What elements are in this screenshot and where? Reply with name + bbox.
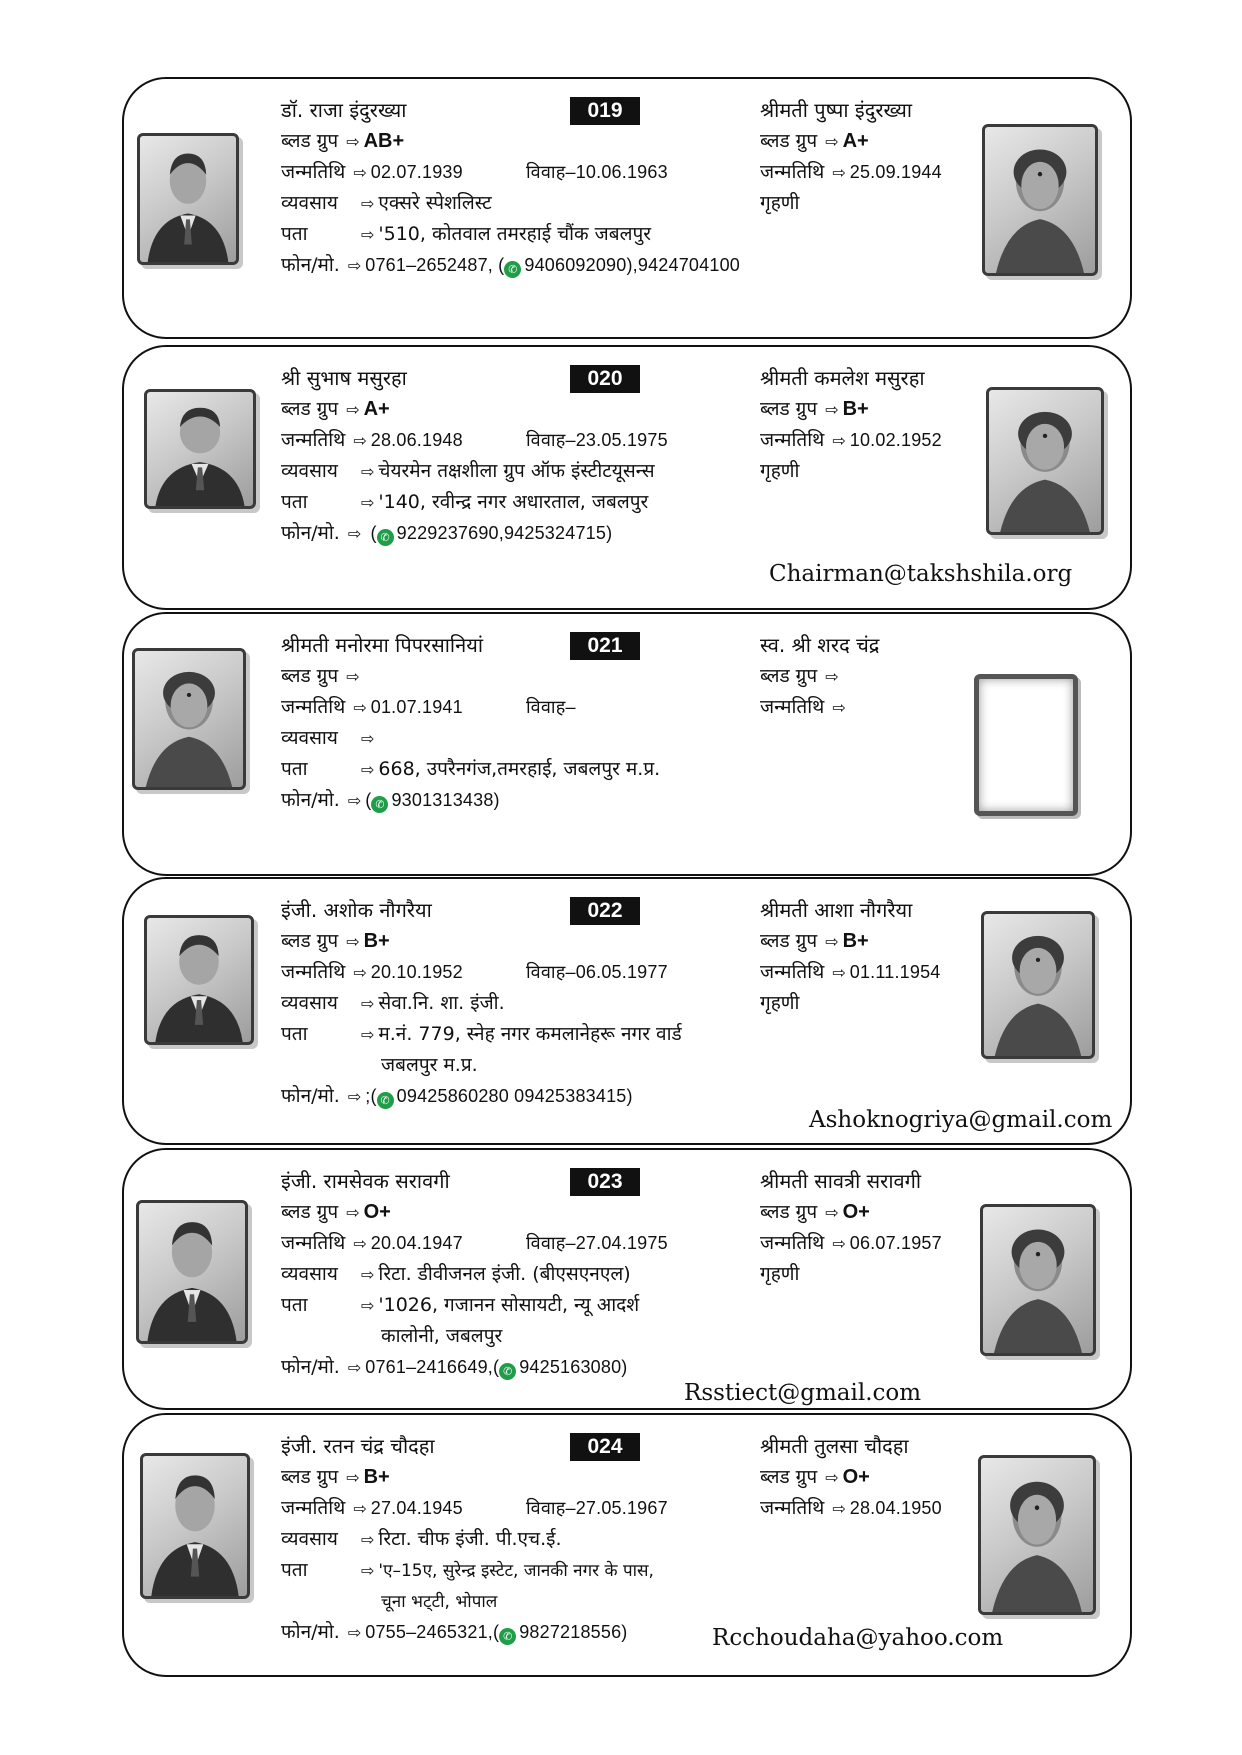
arrow-icon: ⇨	[361, 1530, 375, 1549]
arrow-icon: ⇨	[346, 1468, 360, 1487]
arrow-icon: ⇨	[361, 994, 375, 1013]
occupation-label: व्यवसाय	[281, 992, 338, 1014]
blood-label: ब्लड ग्रुप	[281, 398, 339, 420]
occupation-row	[281, 1524, 751, 1555]
phone-row	[281, 1081, 751, 1112]
whatsapp-icon: ✆	[371, 796, 388, 813]
spouse-dob-row	[760, 157, 960, 188]
member-number-badge: 019	[570, 97, 640, 125]
arrow-icon: ⇨	[347, 524, 362, 543]
arrow-icon: ⇨	[361, 194, 375, 213]
dob-row	[281, 425, 751, 456]
member-name: श्री सुभाष मसुरहा	[281, 366, 407, 390]
spouse-dob-value: 25.09.1944	[849, 162, 942, 182]
spouse-photo	[978, 1455, 1096, 1615]
phone-row	[281, 1617, 751, 1648]
arrow-icon: ⇨	[353, 1499, 367, 1518]
member-card	[122, 1148, 1132, 1410]
arrow-icon: ⇨	[347, 791, 362, 810]
blood-row	[281, 394, 751, 425]
spouse-name-row	[760, 895, 960, 926]
spouse-name: श्रीमती पुष्पा इंदुरख्या	[760, 98, 913, 122]
whatsapp-icon: ✆	[499, 1628, 516, 1645]
arrow-icon: ⇨	[832, 1499, 846, 1518]
address-line-1: '1026, गजानन सोसायटी, न्यू आदर्श	[378, 1294, 640, 1316]
whatsapp-icon: ✆	[504, 261, 521, 278]
arrow-icon: ⇨	[832, 963, 846, 982]
occupation-row	[281, 723, 751, 754]
member-number-badge: 021	[570, 632, 640, 660]
phone-label: फोन/मो.	[281, 1621, 340, 1643]
arrow-icon: ⇨	[361, 729, 375, 748]
member-name-row	[281, 895, 751, 926]
dob-value: 27.04.1945	[370, 1498, 463, 1518]
arrow-icon: ⇨	[832, 431, 846, 450]
arrow-icon: ⇨	[361, 462, 375, 481]
spouse-occupation: गृहणी	[760, 192, 800, 214]
member-info	[281, 363, 751, 549]
dob-value: 01.07.1941	[370, 697, 463, 717]
marriage-date: विवाह–10.06.1963	[526, 162, 668, 182]
arrow-icon: ⇨	[361, 1265, 375, 1284]
member-name-row	[281, 363, 751, 394]
spouse-name: श्रीमती कमलेश मसुरहा	[760, 366, 925, 390]
spouse-occupation-row	[760, 1259, 960, 1290]
address-row	[281, 1019, 751, 1050]
occupation-label: व्यवसाय	[281, 727, 338, 749]
occupation-row	[281, 1259, 751, 1290]
blood-label: ब्लड ग्रुप	[760, 665, 818, 687]
blood-value: B+	[363, 1466, 390, 1488]
dob-label: जन्मतिथि	[281, 161, 346, 183]
occupation-label: व्यवसाय	[281, 1528, 338, 1550]
spouse-blood-value: B+	[842, 398, 869, 420]
spouse-occupation: गृहणी	[760, 460, 800, 482]
spouse-name-row	[760, 1166, 960, 1197]
address-line-1: 668, उपरैनगंज,तमरहाई, जबलपुर म.प्र.	[378, 758, 661, 780]
arrow-icon: ⇨	[346, 667, 360, 686]
occupation-value: एक्सरे स्पेशलिस्ट	[378, 192, 492, 214]
dob-label: जन्मतिथि	[281, 1497, 346, 1519]
member-name: श्रीमती मनोरमा पिपरसानियां	[281, 633, 483, 657]
address-row	[281, 1555, 751, 1586]
address-row	[281, 219, 751, 250]
member-name: इंजी. अशोक नौगरैया	[281, 898, 432, 922]
dob-row	[281, 1493, 751, 1524]
address-row-2	[281, 1321, 751, 1352]
spouse-photo	[981, 911, 1095, 1059]
spouse-blood-value: A+	[842, 130, 869, 152]
spouse-dob-value: 10.02.1952	[849, 430, 942, 450]
dob-label: जन्मतिथि	[760, 429, 825, 451]
address-label: पता	[281, 223, 308, 245]
empty-photo-frame	[974, 674, 1078, 816]
blood-label: ब्लड ग्रुप	[281, 1201, 339, 1223]
phone-prefix: 0761–2416649,(	[365, 1357, 500, 1377]
member-name-row	[281, 1431, 751, 1462]
blood-label: ब्लड ग्रुप	[760, 1466, 818, 1488]
spouse-dob-row	[760, 692, 960, 723]
member-info	[281, 895, 751, 1112]
spouse-dob-value: 06.07.1957	[849, 1233, 942, 1253]
occupation-label: व्यवसाय	[281, 460, 338, 482]
arrow-icon: ⇨	[361, 1296, 375, 1315]
member-number-badge: 024	[570, 1433, 640, 1461]
member-card	[122, 345, 1132, 610]
spouse-occupation: गृहणी	[760, 1263, 800, 1285]
member-name: डॉ. राजा इंदुरख्या	[281, 98, 407, 122]
blood-label: ब्लड ग्रुप	[281, 930, 339, 952]
arrow-icon: ⇨	[361, 225, 375, 244]
address-row	[281, 754, 751, 785]
dob-label: जन्मतिथि	[760, 161, 825, 183]
address-label: पता	[281, 758, 308, 780]
spouse-photo	[980, 1204, 1096, 1356]
member-info	[281, 1166, 751, 1383]
marriage-date: विवाह–	[526, 697, 576, 717]
blood-label: ब्लड ग्रुप	[281, 1466, 339, 1488]
arrow-icon: ⇨	[347, 1623, 362, 1642]
dob-label: जन्मतिथि	[281, 429, 346, 451]
arrow-icon: ⇨	[361, 1561, 375, 1580]
address-row-2	[281, 1050, 751, 1081]
member-card	[122, 77, 1132, 339]
arrow-icon: ⇨	[832, 1234, 846, 1253]
spouse-dob-row	[760, 1228, 960, 1259]
member-photo	[132, 648, 246, 790]
phone-row	[281, 1352, 751, 1383]
spouse-name-row	[760, 630, 960, 661]
spouse-blood-value: O+	[842, 1466, 870, 1488]
arrow-icon: ⇨	[347, 1358, 362, 1377]
member-name-row	[281, 630, 751, 661]
member-card	[122, 612, 1132, 876]
spouse-occupation-row	[760, 988, 960, 1019]
arrow-icon: ⇨	[825, 932, 839, 951]
blood-row	[281, 1462, 751, 1493]
arrow-icon: ⇨	[825, 1468, 839, 1487]
arrow-icon: ⇨	[825, 667, 839, 686]
dob-row	[281, 692, 751, 723]
arrow-icon: ⇨	[353, 963, 367, 982]
address-line-1: म.नं. 779, स्नेह नगर कमलानेहरू नगर वार्ड	[378, 1023, 682, 1045]
address-label: पता	[281, 1559, 308, 1581]
member-photo	[144, 389, 256, 509]
spouse-blood-row	[760, 1197, 960, 1228]
member-card	[122, 877, 1132, 1145]
blood-row	[281, 926, 751, 957]
spouse-dob-row	[760, 957, 960, 988]
member-card	[122, 1413, 1132, 1677]
member-email[interactable]: Ashoknogriya@gmail.com	[809, 1107, 1113, 1133]
member-name: इंजी. रतन चंद्र चौदहा	[281, 1434, 435, 1458]
arrow-icon: ⇨	[832, 698, 846, 717]
spouse-occupation: गृहणी	[760, 992, 800, 1014]
marriage-date: विवाह–06.05.1977	[526, 962, 668, 982]
phone-prefix: (	[365, 790, 372, 810]
whatsapp-icon: ✆	[377, 1092, 394, 1109]
phone-numbers: 9301313438)	[391, 790, 500, 810]
arrow-icon: ⇨	[353, 1234, 367, 1253]
marriage-date: विवाह–27.04.1975	[526, 1233, 668, 1253]
phone-prefix: (	[365, 523, 377, 543]
spouse-info	[760, 895, 960, 1019]
spouse-photo	[986, 387, 1104, 535]
blood-label: ब्लड ग्रुप	[760, 930, 818, 952]
spouse-name-row	[760, 95, 960, 126]
spouse-photo	[982, 124, 1098, 276]
blood-label: ब्लड ग्रुप	[281, 665, 339, 687]
arrow-icon: ⇨	[353, 431, 367, 450]
arrow-icon: ⇨	[361, 1025, 375, 1044]
dob-value: 20.10.1952	[370, 962, 463, 982]
spouse-name: स्व. श्री शरद चंद्र	[760, 633, 880, 657]
arrow-icon: ⇨	[353, 163, 367, 182]
member-info	[281, 95, 751, 281]
arrow-icon: ⇨	[361, 760, 375, 779]
dob-row	[281, 157, 751, 188]
spouse-blood-value: O+	[842, 1201, 870, 1223]
member-photo	[136, 1200, 248, 1344]
arrow-icon: ⇨	[346, 1203, 360, 1222]
dob-value: 02.07.1939	[370, 162, 463, 182]
arrow-icon: ⇨	[346, 400, 360, 419]
spouse-info	[760, 1431, 960, 1555]
address-label: पता	[281, 1294, 308, 1316]
blood-label: ब्लड ग्रुप	[281, 130, 339, 152]
spouse-name: श्रीमती तुलसा चौदहा	[760, 1434, 909, 1458]
address-row	[281, 487, 751, 518]
member-name-row	[281, 95, 751, 126]
address-line-1: '510, कोतवाल तमरहाई चौंक जबलपुर	[378, 223, 652, 245]
spouse-dob-row	[760, 425, 960, 456]
blood-row	[281, 661, 751, 692]
address-line-1: '140, रवीन्द्र नगर अधारताल, जबलपुर	[378, 491, 649, 513]
blood-value: AB+	[363, 130, 405, 152]
member-number-badge: 020	[570, 365, 640, 393]
member-photo	[137, 133, 239, 265]
spouse-name: श्रीमती सावत्री सरावगी	[760, 1169, 922, 1193]
arrow-icon: ⇨	[346, 132, 360, 151]
address-line-2: कालोनी, जबलपुर	[381, 1325, 503, 1347]
spouse-blood-row	[760, 926, 960, 957]
occupation-row	[281, 188, 751, 219]
dob-value: 20.04.1947	[370, 1233, 463, 1253]
member-number-badge: 022	[570, 897, 640, 925]
blood-value: A+	[363, 398, 390, 420]
spouse-blood-row	[760, 661, 960, 692]
arrow-icon: ⇨	[361, 493, 375, 512]
dob-label: जन्मतिथि	[760, 1497, 825, 1519]
phone-label: फोन/मो.	[281, 789, 340, 811]
phone-numbers: 09425860280 09425383415)	[396, 1086, 633, 1106]
phone-prefix: 0755–2465321,(	[365, 1622, 500, 1642]
blood-row	[281, 126, 751, 157]
spouse-occupation-row	[760, 1524, 960, 1555]
arrow-icon: ⇨	[825, 132, 839, 151]
dob-label: जन्मतिथि	[281, 696, 346, 718]
member-name-row	[281, 1166, 751, 1197]
phone-numbers: 9229237690,9425324715)	[396, 523, 613, 543]
spouse-name-row	[760, 363, 960, 394]
spouse-name-row	[760, 1431, 960, 1462]
spouse-occupation-row	[760, 723, 960, 754]
blood-label: ब्लड ग्रुप	[760, 130, 818, 152]
occupation-row	[281, 456, 751, 487]
occupation-label: व्यवसाय	[281, 192, 338, 214]
phone-numbers: 9827218556)	[519, 1622, 628, 1642]
address-line-2: जबलपुर म.प्र.	[381, 1054, 478, 1076]
address-label: पता	[281, 491, 308, 513]
blood-value: O+	[363, 1201, 391, 1223]
spouse-info	[760, 95, 960, 219]
phone-row	[281, 785, 751, 816]
spouse-blood-row	[760, 126, 960, 157]
occupation-value: रिटा. डीवीजनल इंजी. (बीएसएनएल)	[378, 1263, 631, 1285]
address-row	[281, 1290, 751, 1321]
member-info	[281, 630, 751, 816]
dob-label: जन्मतिथि	[281, 1232, 346, 1254]
member-photo	[144, 915, 254, 1045]
dob-label: जन्मतिथि	[281, 961, 346, 983]
arrow-icon: ⇨	[347, 1087, 362, 1106]
member-number-badge: 023	[570, 1168, 640, 1196]
dob-row	[281, 957, 751, 988]
arrow-icon: ⇨	[832, 163, 846, 182]
spouse-info	[760, 1166, 960, 1290]
occupation-label: व्यवसाय	[281, 1263, 338, 1285]
address-line-2: चूना भट्‌टी, भोपाल	[381, 1592, 498, 1612]
member-info	[281, 1431, 751, 1648]
whatsapp-icon: ✆	[499, 1363, 516, 1380]
dob-label: जन्मतिथि	[760, 961, 825, 983]
spouse-dob-value: 28.04.1950	[849, 1498, 942, 1518]
arrow-icon: ⇨	[346, 932, 360, 951]
phone-label: फोन/मो.	[281, 1085, 340, 1107]
arrow-icon: ⇨	[825, 1203, 839, 1222]
marriage-date: विवाह–23.05.1975	[526, 430, 668, 450]
occupation-row	[281, 988, 751, 1019]
dob-value: 28.06.1948	[370, 430, 463, 450]
spouse-info	[760, 363, 960, 487]
phone-numbers: 9406092090),9424704100	[524, 255, 740, 275]
address-line-1: 'ए–15ए, सुरेन्द्र इस्टेट, जानकी नगर के पास,	[378, 1561, 654, 1581]
blood-row	[281, 1197, 751, 1228]
spouse-occupation-row	[760, 456, 960, 487]
spouse-blood-row	[760, 1462, 960, 1493]
spouse-occupation-row	[760, 188, 960, 219]
phone-row	[281, 518, 751, 549]
arrow-icon: ⇨	[825, 400, 839, 419]
occupation-value: सेवा.नि. शा. इंजी.	[378, 992, 505, 1014]
phone-prefix: 0761–2652487, (	[365, 255, 505, 275]
spouse-blood-row	[760, 394, 960, 425]
phone-label: फोन/मो.	[281, 1356, 340, 1378]
blood-value: B+	[363, 930, 390, 952]
arrow-icon: ⇨	[353, 698, 367, 717]
phone-row	[281, 250, 751, 281]
dob-label: जन्मतिथि	[760, 696, 825, 718]
spouse-name: श्रीमती आशा नौगरैया	[760, 898, 913, 922]
dob-row	[281, 1228, 751, 1259]
marriage-date: विवाह–27.05.1967	[526, 1498, 668, 1518]
member-email[interactable]: Chairman@takshshila.org	[769, 561, 1073, 587]
phone-prefix: ;(	[365, 1086, 377, 1106]
blood-label: ब्लड ग्रुप	[760, 1201, 818, 1223]
member-email[interactable]: Rsstiect@gmail.com	[684, 1380, 922, 1406]
whatsapp-icon: ✆	[377, 529, 394, 546]
phone-numbers: 9425163080)	[519, 1357, 628, 1377]
phone-label: फोन/मो.	[281, 254, 340, 276]
member-photo	[140, 1453, 250, 1599]
occupation-value: चेयरमेन तक्षशीला ग्रुप ऑफ इंस्टीटयूसन्स	[378, 460, 655, 482]
spouse-dob-value: 01.11.1954	[849, 962, 941, 982]
occupation-value: रिटा. चीफ इंजी. पी.एच.ई.	[378, 1528, 562, 1550]
address-row-2	[281, 1586, 751, 1617]
address-label: पता	[281, 1023, 308, 1045]
spouse-info	[760, 630, 960, 754]
member-email[interactable]: Rcchoudaha@yahoo.com	[712, 1625, 1004, 1651]
dob-label: जन्मतिथि	[760, 1232, 825, 1254]
arrow-icon: ⇨	[347, 256, 362, 275]
member-name: इंजी. रामसेवक सरावगी	[281, 1169, 450, 1193]
phone-label: फोन/मो.	[281, 522, 340, 544]
spouse-dob-row	[760, 1493, 960, 1524]
blood-label: ब्लड ग्रुप	[760, 398, 818, 420]
spouse-blood-value: B+	[842, 930, 869, 952]
